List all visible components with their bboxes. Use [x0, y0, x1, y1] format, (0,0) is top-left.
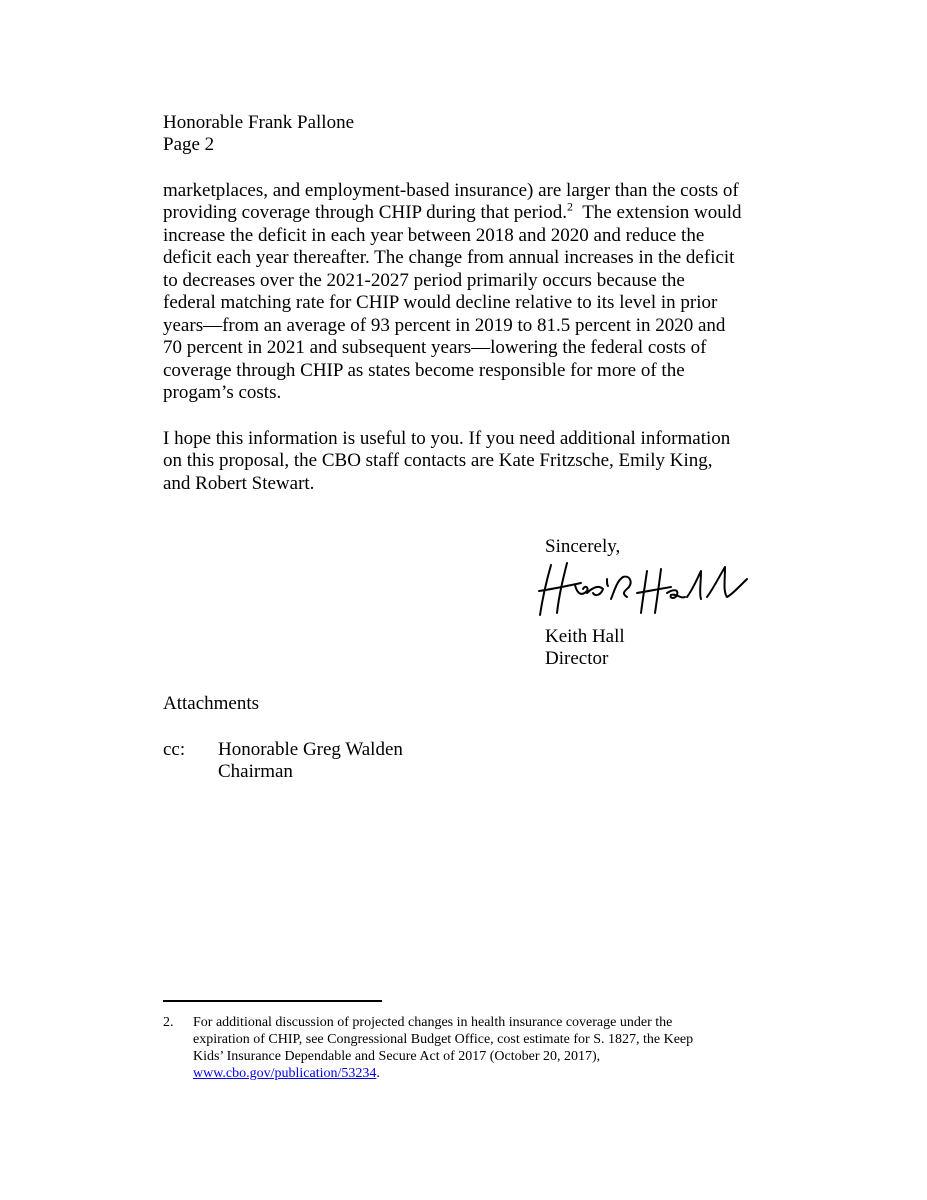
letter-page: Honorable Frank Pallone Page 2 marketplaces, and employment-based insurance) are larger than the costs of providing coverage through CHIP during that period.$^2$ The extension would increase the deficit in each year between 2018 and 2020 and reduce the deficit each year thereafter. The change from annual increases in the deficit to decreases over the 2021-2027 period primarily occurs because the federal matching rate for CHIP would decline relative to its level in prior years—from an average of 93 percent in 2019 to 81.5 percent in 2020 and 70 percent in 2021 and subsequent years—lowering the federal costs of coverage through CHIP as states become responsible for more of the progam’s costs. I hope this information is useful to you. If you need additional information on this proposal, the CBO staff contacts are Kate Fritzsche, Emily King, and Robert Stewart. Sincerely, Keith Hall Director Attachments cc: Honorable Greg Walden Chairman 2. For additional discussion of projected changes in health insurance coverage under the expiration of CHIP, see Congressional Budget Office, cost estimate for S. 1827, the Keep Kids’ Insurance Dependable and Secure Act of 2017 (October 20, 2017), www.cbo.gov/publication/53234. [0, 0, 927, 1200]
attachments-label: Attachments [163, 693, 260, 714]
cc-label: cc: [163, 739, 186, 760]
paragraph-line: 70 percent in 2021 and subsequent years—lowering the federal costs of [163, 337, 707, 358]
page-number: Page 2 [163, 134, 215, 155]
paragraph-line: marketplaces, and employment-based insurance) are larger than the costs of [163, 180, 739, 201]
cc-title: Chairman [218, 761, 293, 782]
handwritten-signature [537, 559, 752, 621]
paragraph-line: progam’s costs. [163, 382, 282, 403]
paragraph-line: I hope this information is useful to you. If you need additional information [163, 428, 731, 449]
paragraph-line: providing coverage through CHIP during that period.$^2$ The extension would [163, 199, 742, 223]
footnote-reference[interactable]: 2 [567, 199, 574, 214]
publication-link[interactable]: www.cbo.gov/publication/53234 [193, 1066, 377, 1081]
footnote-number: 2. [163, 1015, 174, 1030]
paragraph-line: federal matching rate for CHIP would decline relative to its level in prior [163, 292, 718, 313]
cc-name: Honorable Greg Walden [218, 739, 403, 760]
paragraph-line: deficit each year thereafter. The change from annual increases in the deficit [163, 247, 735, 268]
paragraph-line: coverage through CHIP as states become responsible for more of the [163, 360, 685, 381]
paragraph-line: to decreases over the 2021-2027 period primarily occurs because the [163, 270, 685, 291]
addressee: Honorable Frank Pallone [163, 112, 355, 133]
salutation: Sincerely, [545, 536, 621, 557]
paragraph-line: increase the deficit in each year between 2018 and 2020 and reduce the [163, 225, 705, 246]
signatory-title: Director [545, 648, 609, 669]
footnote-divider [163, 1000, 382, 1002]
paragraph-line: and Robert Stewart. [163, 473, 315, 494]
signatory-name: Keith Hall [545, 626, 625, 647]
paragraph-line: on this proposal, the CBO staff contacts are Kate Fritzsche, Emily King, [163, 450, 713, 471]
paragraph-line: years—from an average of 93 percent in 2019 to 81.5 percent in 2020 and [163, 315, 726, 336]
